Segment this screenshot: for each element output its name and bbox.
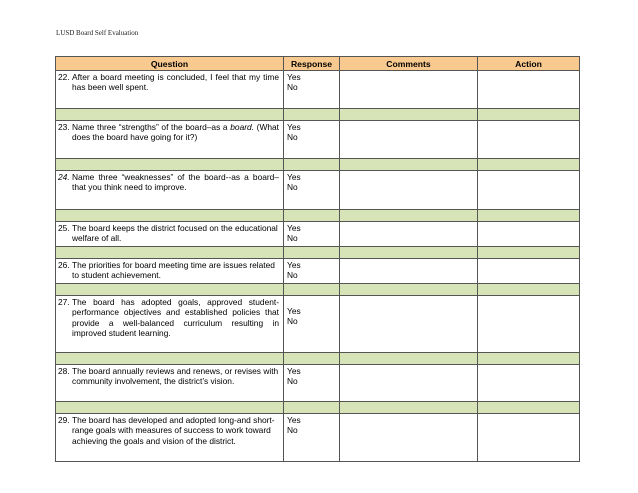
question-number: 23. [58, 122, 70, 132]
separator-cell [56, 159, 284, 171]
table-row [56, 171, 580, 210]
separator-cell [284, 210, 340, 222]
question-cell [56, 121, 284, 159]
question-text-part: After a board meeting is concluded, I feel that my time has been well spent. [72, 72, 279, 93]
action-cell[interactable] [478, 259, 580, 284]
comments-cell[interactable] [340, 222, 478, 247]
table-body [56, 71, 580, 462]
separator-row [56, 109, 580, 121]
table-row [56, 414, 580, 462]
table-row [56, 222, 580, 247]
comments-cell[interactable] [340, 121, 478, 159]
question-text [72, 297, 279, 339]
question-text-part: The board keeps the district focused on the educational welfare of all. [72, 223, 278, 244]
response-cell[interactable] [284, 222, 340, 247]
action-cell[interactable] [478, 414, 580, 462]
separator-cell [478, 247, 580, 259]
comments-cell[interactable] [340, 171, 478, 210]
separator-row [56, 210, 580, 222]
response-option-yes[interactable]: Yes [287, 122, 301, 132]
question-text-part: Name three “weaknesses” of the board--as a board–that you think need to improve. [72, 172, 279, 193]
separator-cell [56, 284, 284, 296]
question-cell [56, 414, 284, 462]
separator-cell [478, 402, 580, 414]
separator-cell [478, 353, 580, 365]
response-options [284, 259, 339, 281]
question-number: 28. [58, 366, 70, 376]
question-text [72, 223, 279, 244]
separator-cell [56, 353, 284, 365]
response-options [284, 121, 339, 143]
separator-cell [284, 284, 340, 296]
comments-cell[interactable] [340, 414, 478, 462]
separator-cell [340, 210, 478, 222]
question [56, 171, 283, 195]
response-option-yes[interactable]: Yes [287, 172, 301, 182]
question-text [72, 72, 279, 93]
action-cell[interactable] [478, 121, 580, 159]
response-option-yes[interactable]: Yes [287, 306, 301, 316]
comments-cell[interactable] [340, 71, 478, 109]
question-text [72, 366, 279, 387]
table-row [56, 121, 580, 159]
response-option-no[interactable]: No [287, 270, 298, 281]
separator-row [56, 159, 580, 171]
response-option-no[interactable]: No [287, 425, 298, 436]
response-options [284, 296, 339, 327]
response-cell[interactable] [284, 121, 340, 159]
comments-cell[interactable] [340, 365, 478, 402]
response-option-no[interactable]: No [287, 182, 298, 193]
separator-cell [284, 247, 340, 259]
question-text [72, 415, 279, 446]
question-cell [56, 222, 284, 247]
response-options [284, 414, 339, 436]
separator-cell [56, 247, 284, 259]
separator-cell [284, 159, 340, 171]
question-text-part: The board has developed and adopted long-and short-range goals with measures of success to work toward achieving the goals and vision of the district. [72, 415, 275, 446]
separator-cell [478, 109, 580, 121]
question-number: 22. [58, 72, 70, 82]
action-cell[interactable] [478, 222, 580, 247]
question-text-part: The priorities for board meeting time are issues related to student achievement. [72, 260, 275, 281]
document-header-note: LUSD Board Self Evaluation [56, 29, 139, 37]
column-header-comments: Comments [340, 57, 478, 71]
question [56, 71, 283, 95]
separator-cell [340, 402, 478, 414]
response-cell[interactable] [284, 71, 340, 109]
response-cell[interactable] [284, 365, 340, 402]
question-cell [56, 71, 284, 109]
table-row [56, 71, 580, 109]
question-text-part: board. [230, 122, 254, 132]
question-cell [56, 259, 284, 284]
response-option-yes[interactable]: Yes [287, 72, 301, 82]
response-option-yes[interactable]: Yes [287, 260, 301, 270]
separator-cell [56, 210, 284, 222]
question [56, 365, 283, 389]
question-text [72, 172, 279, 193]
response-options [284, 71, 339, 93]
separator-cell [284, 353, 340, 365]
separator-cell [284, 402, 340, 414]
question-text-part: The board annually reviews and renews, or revises with community involvement, the district’s vision. [72, 366, 279, 387]
response-option-no[interactable]: No [287, 376, 298, 387]
question [56, 259, 283, 283]
table-header-row [56, 57, 580, 71]
action-cell[interactable] [478, 171, 580, 210]
action-cell[interactable] [478, 71, 580, 109]
column-header-question: Question [56, 57, 284, 71]
response-option-no[interactable]: No [287, 233, 298, 244]
separator-cell [340, 159, 478, 171]
response-options [284, 171, 339, 193]
separator-row [56, 353, 580, 365]
question-text-part: The board has adopted goals, approved student-performance objectives and established policies that provide a well-balanced curriculum resulting in improved student learning. [72, 297, 279, 339]
question-cell [56, 365, 284, 402]
separator-row [56, 247, 580, 259]
comments-cell[interactable] [340, 259, 478, 284]
separator-row [56, 284, 580, 296]
separator-cell [478, 159, 580, 171]
question [56, 121, 283, 145]
response-cell[interactable] [284, 414, 340, 462]
separator-cell [340, 247, 478, 259]
separator-row [56, 402, 580, 414]
separator-cell [340, 353, 478, 365]
response-option-no[interactable]: No [287, 316, 298, 327]
question-text [72, 122, 279, 143]
response-option-no[interactable]: No [287, 132, 298, 143]
column-header-action: Action [478, 57, 580, 71]
action-cell[interactable] [478, 365, 580, 402]
question [56, 296, 283, 341]
response-option-yes[interactable]: Yes [287, 415, 301, 425]
question-number: 29. [58, 415, 70, 425]
response-cell[interactable] [284, 296, 340, 353]
comments-cell[interactable] [340, 296, 478, 353]
question-number: 26. [58, 260, 70, 270]
question-cell [56, 171, 284, 210]
separator-cell [340, 284, 478, 296]
separator-cell [340, 109, 478, 121]
question [56, 222, 283, 246]
table-row [56, 296, 580, 353]
evaluation-table [55, 56, 580, 462]
question-text [72, 260, 279, 281]
separator-cell [478, 284, 580, 296]
response-cell[interactable] [284, 259, 340, 284]
response-options [284, 222, 339, 244]
response-options [284, 365, 339, 387]
action-cell[interactable] [478, 296, 580, 353]
question-number: 24. [58, 172, 70, 182]
table-row [56, 365, 580, 402]
separator-cell [478, 210, 580, 222]
table-row [56, 259, 580, 284]
question-text-part: Name three “strengths” of the board–as a [72, 122, 231, 132]
response-option-yes[interactable]: Yes [287, 366, 301, 376]
separator-cell [56, 109, 284, 121]
response-cell[interactable] [284, 171, 340, 210]
separator-cell [56, 402, 284, 414]
question-cell [56, 296, 284, 353]
question-number: 27. [58, 297, 70, 307]
column-header-response: Response [284, 57, 340, 71]
separator-cell [284, 109, 340, 121]
response-option-yes[interactable]: Yes [287, 223, 301, 233]
question-number: 25. [58, 223, 70, 233]
response-option-no[interactable]: No [287, 82, 298, 93]
question-text-part: (What does the board have going for it?) [72, 122, 279, 143]
question [56, 414, 283, 448]
